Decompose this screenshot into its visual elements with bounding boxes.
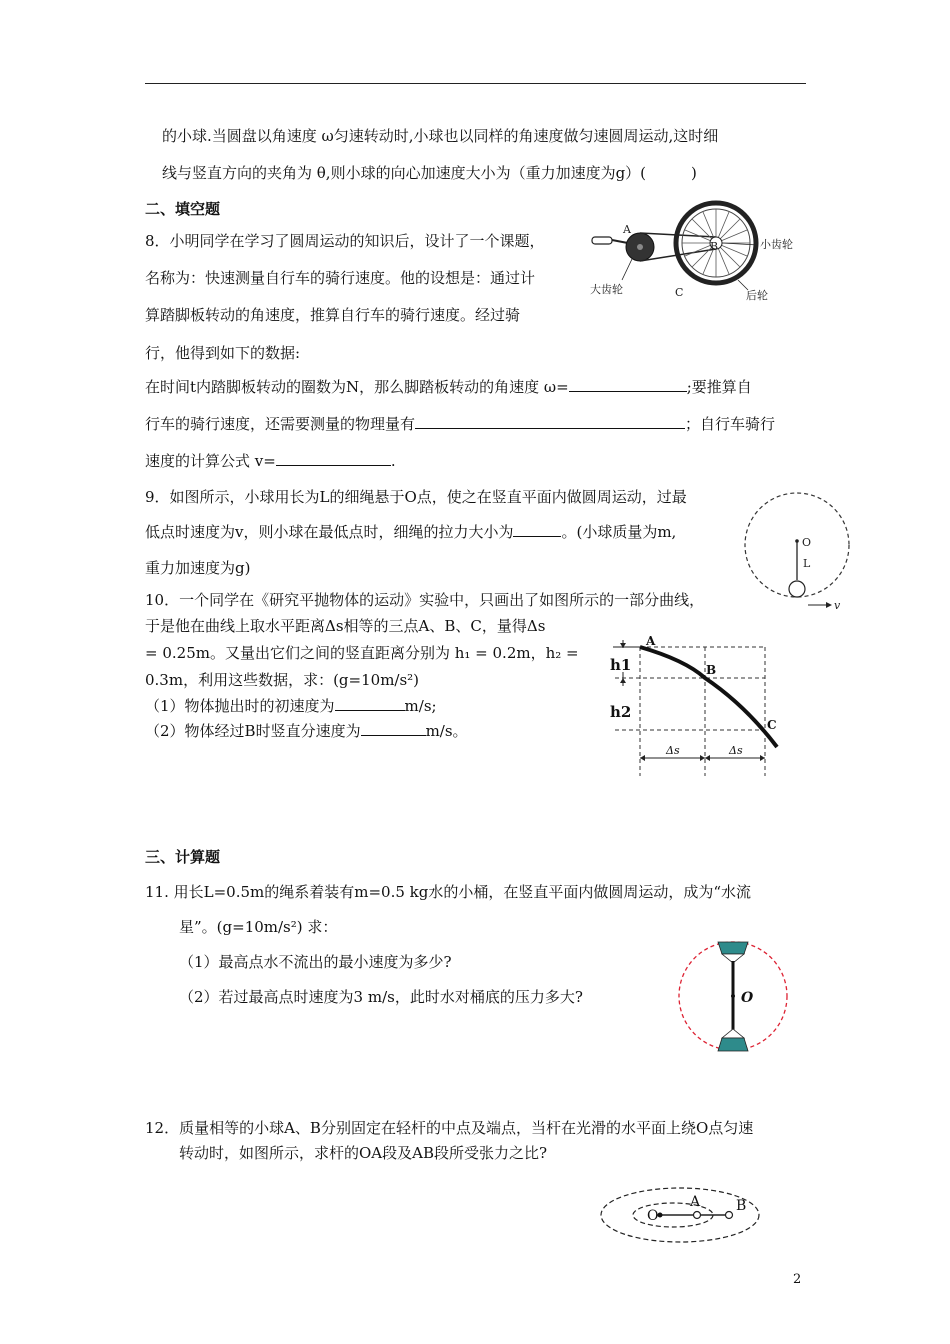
bicycle-label-b: B xyxy=(710,240,719,253)
rod-label-o: O xyxy=(647,1208,659,1224)
rod-label-a: A xyxy=(690,1194,701,1210)
q10-line-6-unit: m/s。 xyxy=(425,722,468,740)
section-calculation-title: 三、计算题 xyxy=(145,848,221,866)
pendulum-label-l: L xyxy=(803,557,811,570)
q12-line-1: 12．质量相等的小球A、B分别固定在轻杆的中点及端点，当杆在光滑的水平面上绕O点匀速 xyxy=(145,1119,754,1137)
q10-line-1: 10．一个同学在《研究平抛物体的运动》实验中，只画出了如图所示的一部分曲线， xyxy=(145,591,705,609)
q10-vertical-velocity-blank[interactable] xyxy=(361,721,426,736)
pendulum-label-v: v xyxy=(834,599,841,612)
section-fill-in-title: 二、填空题 xyxy=(145,200,221,218)
q8-line-5-tail: ;要推算自 xyxy=(686,378,752,396)
q8-line-6 xyxy=(145,414,775,434)
bicycle-label-rear-wheel: 后轮 xyxy=(746,289,768,302)
pendulum-circle-diagram xyxy=(744,492,852,612)
q8-quantity-blank[interactable] xyxy=(415,414,685,429)
q10-line-6-text: （2）物体经过B时竖直分速度为 xyxy=(145,722,361,740)
water-bucket-diagram xyxy=(678,937,798,1057)
q10-line-5-unit: m/s; xyxy=(404,697,437,715)
q8-angular-velocity-blank[interactable] xyxy=(569,377,687,392)
q10-line-5 xyxy=(145,696,437,716)
bicycle-label-c: C xyxy=(675,286,684,299)
bicycle-label-big-gear: 大齿轮 xyxy=(590,283,623,296)
rod-label-b: B xyxy=(736,1198,747,1214)
q8-line-3: 算踏脚板转动的角速度，推算自行车的骑行速度。经过骑 xyxy=(145,306,521,324)
q10-line-5-text: （1）物体抛出时的初速度为 xyxy=(145,697,335,715)
q10-line-4: 0.3m，利用这些数据，求：(g=10m/s²) xyxy=(145,671,420,689)
q8-line-7 xyxy=(145,451,396,471)
q9-line-1: 9．如图所示，小球用长为L的细绳悬于O点，使之在竖直平面内做圆周运动，过最 xyxy=(145,488,687,506)
q8-line-5-text: 在时间t内踏脚板转动的圈数为N，那么脚踏板转动的角速度 ω= xyxy=(145,378,569,396)
q8-line-2: 名称为：快速测量自行车的骑行速度。他的设想是：通过计 xyxy=(145,269,536,287)
curve-label-b: B xyxy=(706,663,717,677)
q7-line-2: 线与竖直方向的夹角为 θ,则小球的向心加速度大小为（重力加速度为g）( ) xyxy=(162,164,697,182)
page-number: 2 xyxy=(793,1272,802,1287)
bicycle-label-a: A xyxy=(623,223,631,236)
bucket-label-o: O xyxy=(741,990,754,1006)
q12-line-2: 转动时，如图所示，求杆的OA段及AB段所受张力之比? xyxy=(179,1144,548,1162)
header-rule xyxy=(145,83,806,84)
q10-line-2: 于是他在曲线上取水平距离Δs相等的三点A、B、C，量得Δs xyxy=(145,617,546,635)
projectile-curve-diagram xyxy=(605,630,785,780)
q10-line-6 xyxy=(145,721,468,741)
q11-line-2: 星”。(g=10m/s²) 求： xyxy=(179,918,338,936)
curve-label-h1: h1 xyxy=(610,656,632,674)
q8-line-6-text: 行车的骑行速度，还需要测量的物理量有 xyxy=(145,415,416,433)
bicycle-label-small-gear: 小齿轮 xyxy=(760,238,793,251)
q9-line-2-tail: 。(小球质量为m, xyxy=(561,523,677,541)
curve-label-ds-1: Δs xyxy=(666,744,680,757)
q10-line-3: = 0.25m。又量出它们之间的竖直距离分别为 h₁ = 0.2m，h₂ = xyxy=(145,644,579,662)
q11-line-1: 11. 用长L=0.5m的绳系着装有m=0.5 kg水的小桶，在竖直平面内做圆周运动，成为“水流 xyxy=(145,883,752,901)
rotating-rod-diagram xyxy=(598,1185,778,1247)
q7-line-1: 的小球.当圆盘以角速度 ω匀速转动时,小球也以同样的角速度做匀速圆周运动,这时细 xyxy=(162,127,719,145)
curve-label-h2: h2 xyxy=(610,703,632,721)
q8-speed-formula-blank[interactable] xyxy=(276,451,391,466)
q11-line-4: （2）若过最高点时速度为3 m/s，此时水对桶底的压力多大? xyxy=(179,988,583,1006)
curve-label-a: A xyxy=(646,634,656,648)
q8-line-4: 行，他得到如下的数据: xyxy=(145,344,301,362)
q8-line-5 xyxy=(145,377,752,397)
curve-label-ds-2: Δs xyxy=(729,744,743,757)
curve-label-c: C xyxy=(767,718,777,732)
q11-line-3: （1）最高点水不流出的最小速度为多少? xyxy=(179,953,452,971)
q8-line-7-text: 速度的计算公式 v= xyxy=(145,452,276,470)
q9-line-2 xyxy=(145,522,676,542)
q8-line-7-tail: . xyxy=(390,452,396,470)
bicycle-gear-diagram xyxy=(588,200,803,305)
q10-initial-velocity-blank[interactable] xyxy=(335,696,405,711)
q9-line-3: 重力加速度为g) xyxy=(145,559,251,577)
q9-line-2-text: 低点时速度为v，则小球在最低点时，细绳的拉力大小为 xyxy=(145,523,514,541)
q8-line-1: 8．小明同学在学习了圆周运动的知识后，设计了一个课题， xyxy=(145,232,545,250)
q9-tension-blank[interactable] xyxy=(513,522,561,537)
pendulum-label-o: O xyxy=(802,536,812,549)
q8-line-6-tail: ；自行车骑行 xyxy=(685,415,776,433)
